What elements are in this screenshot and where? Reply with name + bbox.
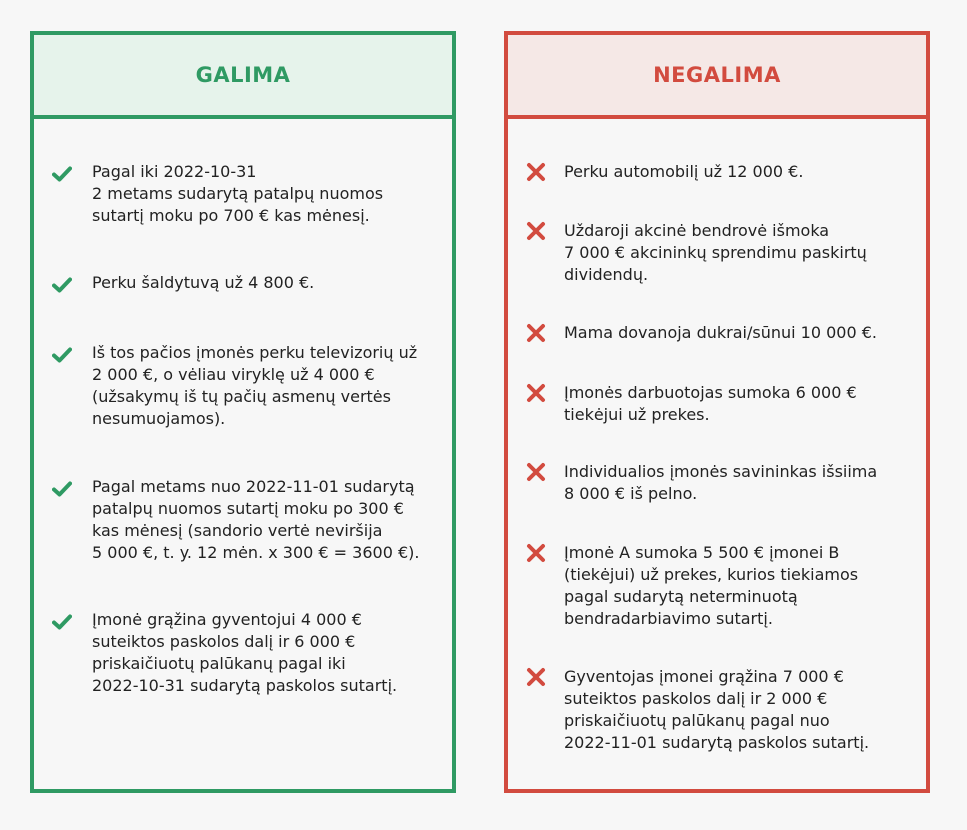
forbidden-panel: [504, 31, 930, 793]
checkmark-icon: [52, 479, 72, 499]
allowed-item: [52, 161, 442, 227]
allowed-item-text: Pagal iki 2022-10-31 2 metams sudarytą patalpų nuomos sutartį moku po 700 € kas mėnesį.: [92, 162, 384, 225]
cross-icon: [526, 221, 546, 241]
forbidden-item: [526, 542, 916, 630]
forbidden-item: [526, 461, 916, 505]
allowed-item: [52, 609, 442, 697]
allowed-item-text: Perku šaldytuvą už 4 800 €.: [92, 273, 315, 292]
checkmark-icon: [52, 275, 72, 295]
cross-icon: [526, 162, 546, 182]
forbidden-item: [526, 220, 916, 286]
forbidden-item-text: Gyventojas įmonei grąžina 7 000 € suteiktos paskolos dalį ir 2 000 € priskaičiuotų palūkanų pagal nuo 2022-11-01 sudarytą paskolos sutartį.: [564, 667, 870, 752]
forbidden-item: [526, 382, 916, 426]
allowed-item-text: Iš tos pačios įmonės perku televizorių už 2 000 €, o vėliau viryklę už 4 000 € (užsakymų iš tų pačių asmenų vertės nesumuojamos).: [92, 343, 418, 428]
allowed-item: [52, 272, 442, 295]
cross-icon: [526, 383, 546, 403]
forbidden-item-text: Mama dovanoja dukrai/sūnui 10 000 €.: [564, 323, 877, 342]
allowed-item-text: Pagal metams nuo 2022-11-01 sudarytą patalpų nuomos sutartį moku po 300 € kas mėnesį (sandorio vertė neviršija 5 000 €, t. y. 12 mėn. x 300 € = 3600 €).: [92, 477, 420, 562]
forbidden-item-text: Uždaroji akcinė bendrovė išmoka 7 000 € akcininkų sprendimu paskirtų dividendų.: [564, 221, 867, 284]
cross-icon: [526, 667, 546, 687]
forbidden-item-text: Įmonė A sumoka 5 500 € įmonei B (tiekėjui) už prekes, kurios tiekiamos pagal sudarytą neterminuotą bendradarbiavimo sutartį.: [564, 543, 859, 628]
forbidden-item-text: Įmonės darbuotojas sumoka 6 000 € tiekėjui už prekes.: [564, 383, 857, 424]
allowed-panel: [30, 31, 456, 793]
checkmark-icon: [52, 612, 72, 632]
forbidden-title: NEGALIMA: [508, 35, 926, 119]
forbidden-item: [526, 322, 916, 344]
forbidden-list: [508, 119, 926, 789]
allowed-list: [34, 119, 452, 789]
forbidden-item-text: Perku automobilį už 12 000 €.: [564, 162, 804, 181]
forbidden-item-text: Individualios įmonės savininkas išsiima 8 000 € iš pelno.: [564, 462, 878, 503]
checkmark-icon: [52, 345, 72, 365]
cross-icon: [526, 543, 546, 563]
forbidden-item: [526, 161, 916, 183]
checkmark-icon: [52, 164, 72, 184]
allowed-item-text: Įmonė grąžina gyventojui 4 000 € suteiktos paskolos dalį ir 6 000 € priskaičiuotų palūkanų pagal iki 2022-10-31 sudarytą paskolos sutartį.: [92, 610, 398, 695]
cross-icon: [526, 323, 546, 343]
allowed-title: GALIMA: [34, 35, 452, 119]
allowed-item: [52, 342, 442, 430]
cross-icon: [526, 462, 546, 482]
forbidden-item: [526, 666, 916, 754]
allowed-item: [52, 476, 442, 564]
